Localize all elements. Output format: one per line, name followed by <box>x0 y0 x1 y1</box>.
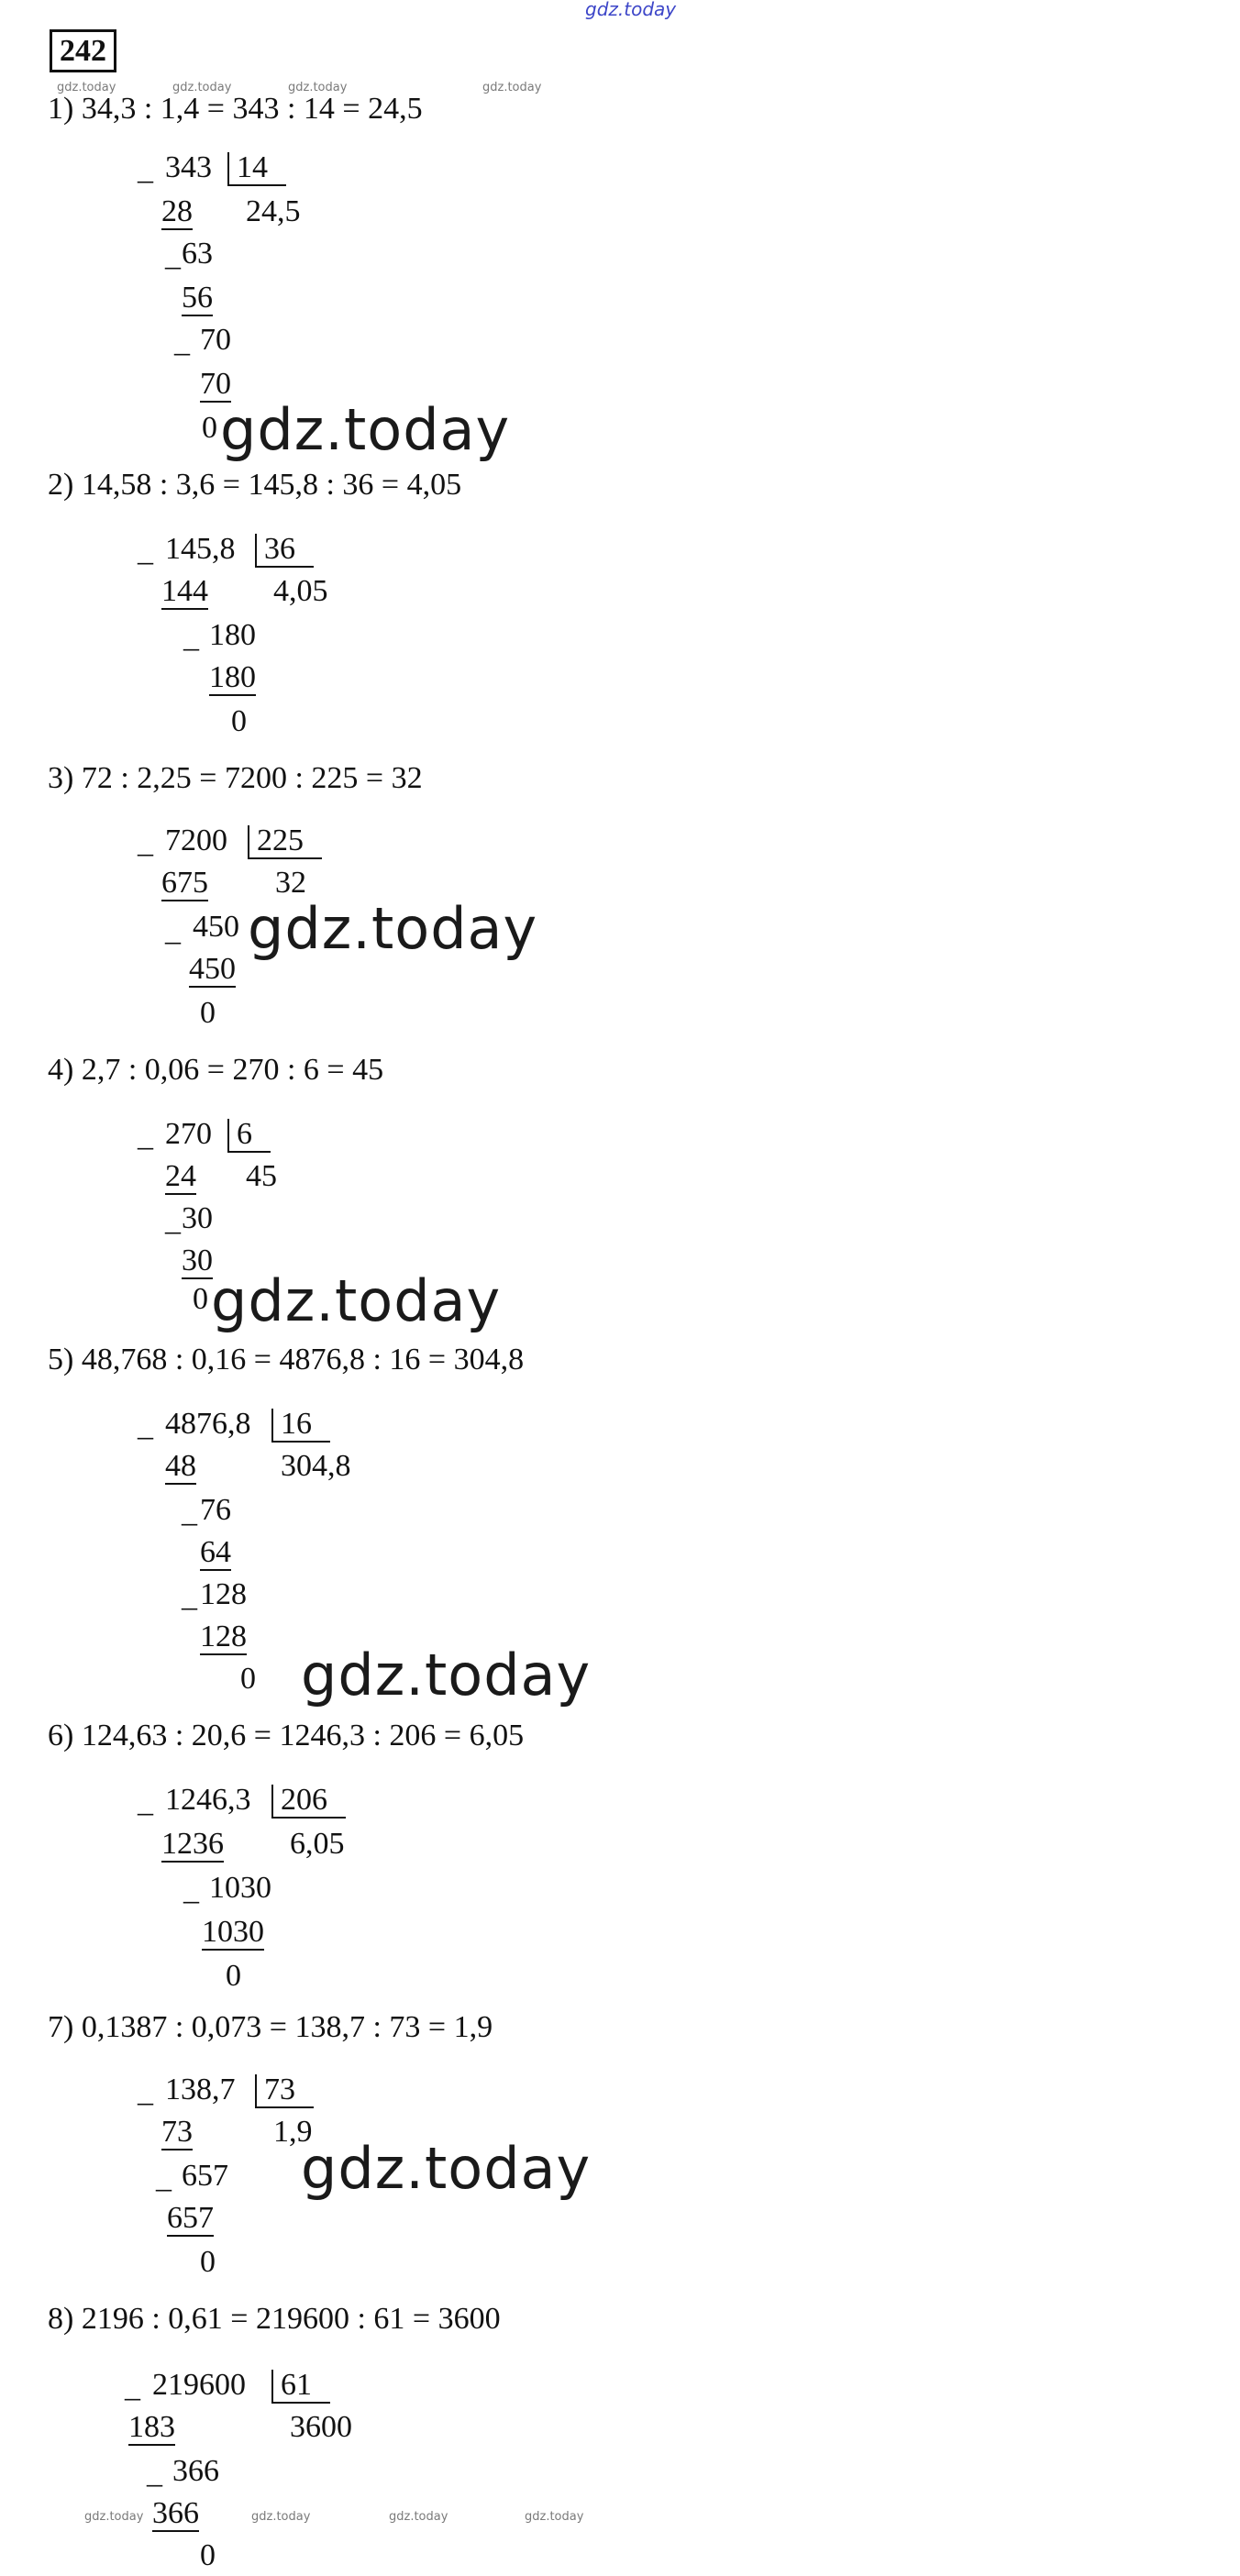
watermark-big: gdz.today <box>248 895 538 962</box>
dividend: 145,8 <box>165 532 236 566</box>
minus-sign: _ <box>138 2074 153 2108</box>
remainder: 450 <box>193 910 239 944</box>
minus-sign: _ <box>174 325 190 359</box>
equation-5: 5) 48,768 : 0,16 = 4876,8 : 16 = 304,8 <box>48 1343 525 1376</box>
subtrahend: 48 <box>165 1449 196 1483</box>
remainder: 657 <box>182 2159 228 2193</box>
divisor: 206 <box>271 1785 346 1819</box>
equation-8: 8) 2196 : 0,61 = 219600 : 61 = 3600 <box>48 2302 501 2336</box>
remainder: 180 <box>209 618 256 652</box>
minus-sign: _ <box>138 534 153 568</box>
quotient: 304,8 <box>281 1449 351 1483</box>
quotient: 45 <box>246 1159 277 1193</box>
minus-sign: _ <box>147 2456 162 2490</box>
minus-sign: _ <box>138 825 153 859</box>
minus-sign: _ <box>165 913 181 947</box>
subtrahend: 28 <box>161 194 193 228</box>
watermark-small: gdz.today <box>251 2510 311 2524</box>
subtrahend: 450 <box>189 952 236 986</box>
minus-sign: _ <box>138 1785 153 1819</box>
watermark-big: gdz.today <box>301 2135 592 2202</box>
quotient: 32 <box>275 866 306 900</box>
minus-sign: _ <box>138 152 153 186</box>
minus-sign: _ <box>183 1873 199 1907</box>
watermark-big: gdz.today <box>301 1642 592 1708</box>
quotient: 1,9 <box>273 2115 313 2149</box>
subtrahend: 180 <box>209 660 256 694</box>
exercise-number: 242 <box>50 29 116 72</box>
subtrahend: 24 <box>165 1159 196 1193</box>
remainder: 30 <box>182 1201 213 1235</box>
subtrahend: 30 <box>182 1244 213 1277</box>
subtrahend: 1030 <box>202 1915 264 1949</box>
minus-sign: _ <box>183 620 199 654</box>
subtrahend: 675 <box>161 866 208 900</box>
final-remainder: 0 <box>200 996 216 1030</box>
dividend: 7200 <box>165 824 227 857</box>
subtrahend: 64 <box>200 1535 231 1569</box>
dividend: 270 <box>165 1117 212 1151</box>
remainder: 128 <box>200 1577 247 1611</box>
remainder: 63 <box>182 237 213 271</box>
final-remainder: 0 <box>231 704 247 738</box>
minus-sign: _ <box>182 1495 197 1529</box>
watermark-big: gdz.today <box>211 1267 502 1334</box>
minus-sign: _ <box>125 2370 140 2404</box>
remainder: 1030 <box>209 1871 271 1905</box>
equation-4: 4) 2,7 : 0,06 = 270 : 6 = 45 <box>48 1053 384 1087</box>
minus-sign: _ <box>138 1409 153 1443</box>
final-remainder: 0 <box>240 1662 256 1696</box>
dividend: 1246,3 <box>165 1783 251 1817</box>
remainder: 70 <box>200 323 231 357</box>
subtrahend: 1236 <box>161 1827 224 1861</box>
divisor: 16 <box>271 1409 330 1443</box>
watermark-top: gdz.today <box>585 0 677 20</box>
watermark-big: gdz.today <box>220 396 511 463</box>
subtrahend: 70 <box>200 367 231 401</box>
minus-sign: _ <box>182 1579 197 1613</box>
dividend: 219600 <box>152 2368 246 2402</box>
subtrahend: 183 <box>128 2410 175 2444</box>
dividend: 4876,8 <box>165 1407 251 1441</box>
remainder: 366 <box>172 2454 219 2488</box>
minus-sign: _ <box>165 238 181 272</box>
minus-sign: _ <box>138 1119 153 1153</box>
watermark-small: gdz.today <box>389 2510 448 2524</box>
divisor: 225 <box>248 825 322 859</box>
subtrahend: 128 <box>200 1620 247 1653</box>
watermark-small: gdz.today <box>57 81 116 94</box>
watermark-small: gdz.today <box>482 81 542 94</box>
equation-1: 1) 34,3 : 1,4 = 343 : 14 = 24,5 <box>48 92 423 126</box>
final-remainder: 0 <box>200 2245 216 2279</box>
final-remainder: 0 <box>202 411 217 445</box>
final-remainder: 0 <box>226 1959 241 1993</box>
divisor: 61 <box>271 2370 330 2404</box>
remainder: 76 <box>200 1493 231 1527</box>
minus-sign: _ <box>165 1203 181 1237</box>
watermark-small: gdz.today <box>84 2510 144 2524</box>
subtrahend: 56 <box>182 281 213 315</box>
quotient: 6,05 <box>290 1827 345 1861</box>
subtrahend: 657 <box>167 2201 214 2235</box>
quotient: 3600 <box>290 2410 352 2444</box>
watermark-small: gdz.today <box>172 81 232 94</box>
divisor: 6 <box>227 1119 271 1153</box>
watermark-small: gdz.today <box>288 81 348 94</box>
quotient: 4,05 <box>273 574 328 608</box>
quotient: 24,5 <box>246 194 301 228</box>
subtrahend: 73 <box>161 2115 193 2149</box>
minus-sign: _ <box>156 2161 172 2195</box>
equation-3: 3) 72 : 2,25 = 7200 : 225 = 32 <box>48 761 423 795</box>
divisor: 36 <box>255 534 314 568</box>
watermark-small: gdz.today <box>525 2510 584 2524</box>
equation-7: 7) 0,1387 : 0,073 = 138,7 : 73 = 1,9 <box>48 2010 493 2044</box>
final-remainder: 0 <box>193 1282 208 1316</box>
subtrahend: 144 <box>161 574 208 608</box>
dividend: 343 <box>165 150 212 184</box>
final-remainder: 0 <box>200 2538 216 2572</box>
equation-2: 2) 14,58 : 3,6 = 145,8 : 36 = 4,05 <box>48 468 462 502</box>
divisor: 73 <box>255 2074 314 2108</box>
subtrahend: 366 <box>152 2496 199 2530</box>
equation-6: 6) 124,63 : 20,6 = 1246,3 : 206 = 6,05 <box>48 1719 525 1752</box>
dividend: 138,7 <box>165 2073 236 2106</box>
divisor: 14 <box>227 152 286 186</box>
